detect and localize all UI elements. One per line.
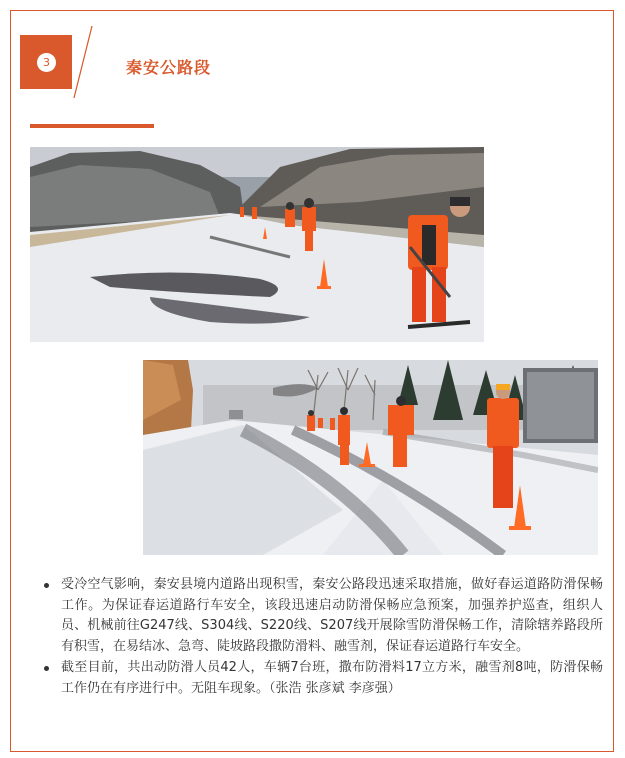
snow-removal-photo-2: [143, 360, 598, 555]
paragraph-item: [38, 658, 603, 699]
slash-decoration: [68, 22, 98, 102]
snow-removal-photo-1: [30, 147, 484, 342]
section-number-badge: [20, 35, 72, 89]
paragraph-text: 截至目前，共出动防滑人员42人，车辆7台班，撒布防滑料17立方米，融雪剂8吨，防滑保畅工作仍在有序进行中。无阻车现象。（张浩 张彦斌 李彦强）: [61, 660, 603, 696]
section-number: 3: [37, 53, 56, 72]
title-underline: [30, 124, 154, 128]
paragraph-item: [38, 575, 603, 657]
bullet-icon: [44, 666, 49, 671]
paragraph-text: 受冷空气影响，秦安县境内道路出现积雪，秦安公路段迅速采取措施，做好春运道路防滑保畅工作。为保证春运道路行车安全，该段迅速启动防滑保畅应急预案，加强养护巡查，组织人员、机械前往G247线、S304线、S220线、S207线开展除雪防滑保畅工作，清除辖养路段所有积雪，在易结冰、急弯、陡坡路段撒防滑料、融雪剂，保证春运道路行车安全。: [61, 577, 603, 654]
article-body: [38, 575, 603, 700]
bullet-icon: [44, 583, 49, 588]
section-title: 秦安公路段: [126, 58, 212, 77]
